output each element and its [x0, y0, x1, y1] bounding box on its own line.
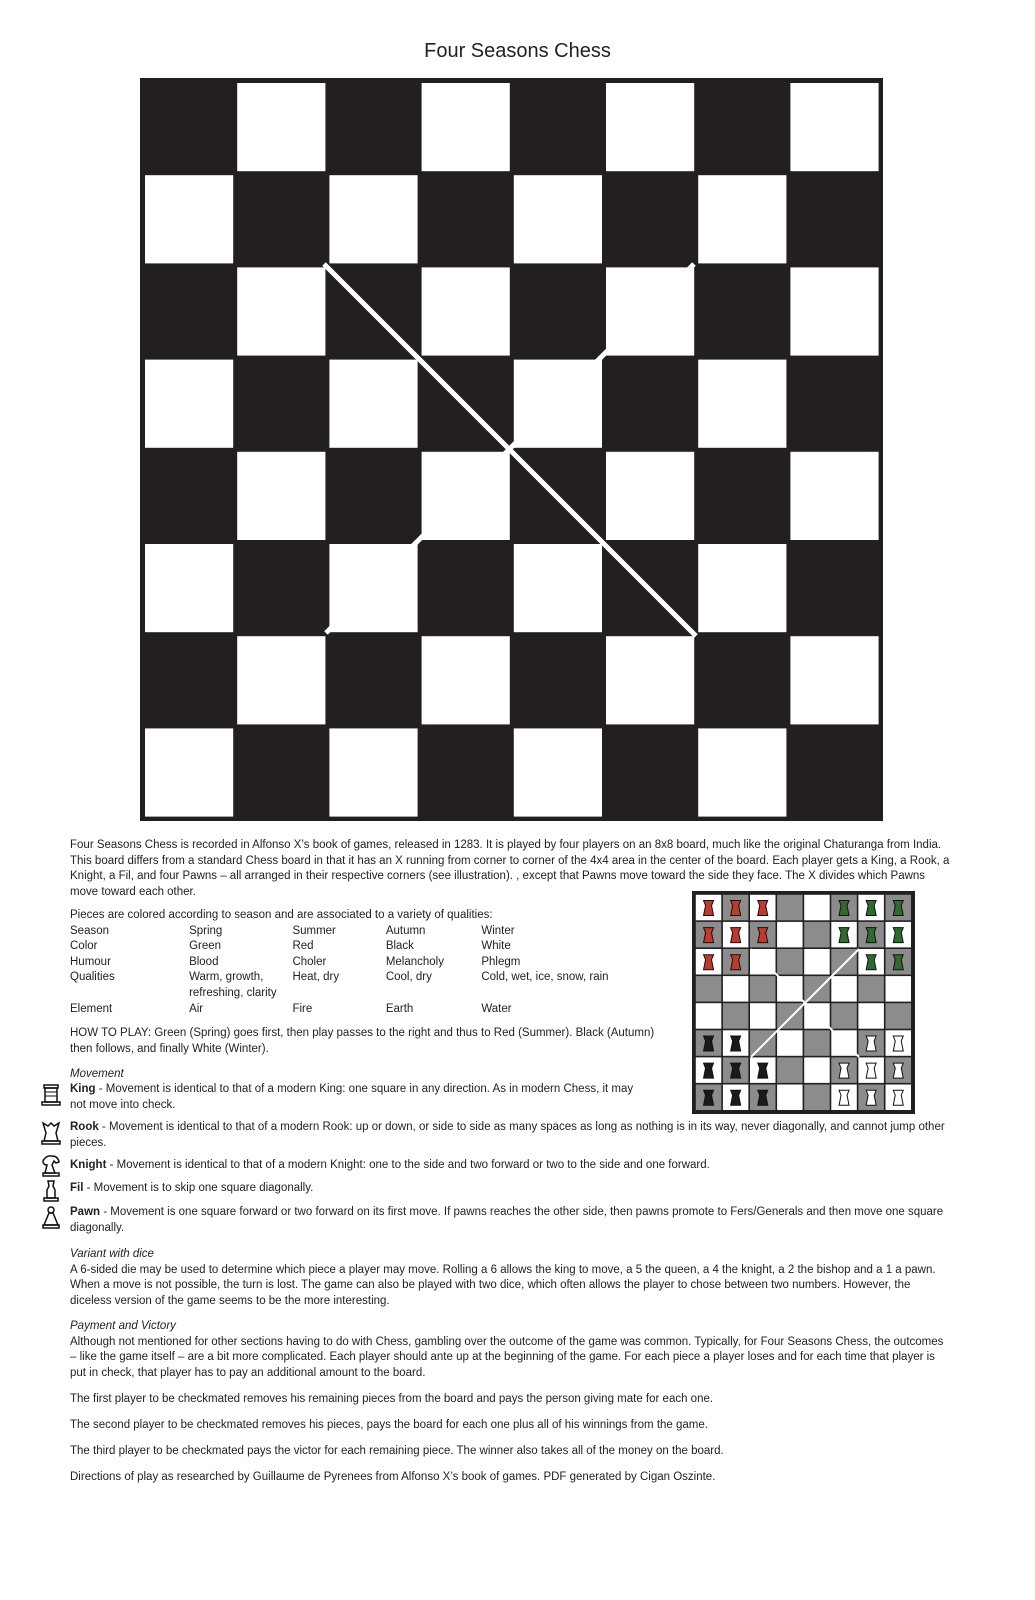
illustration-square [723, 976, 749, 1002]
illustration-piece [893, 901, 903, 916]
board-square-light [422, 83, 510, 171]
piece-description [70, 1120, 950, 1151]
illustration-square [750, 1003, 776, 1028]
illustration-square [886, 976, 912, 1002]
illustration-piece [866, 1090, 876, 1105]
illustration-piece [758, 928, 768, 943]
board-square-light [790, 636, 878, 724]
qualities-cell: Red [292, 940, 314, 953]
credits: Directions of play as researched by Guillaume de Pyrenees from Alfonso X’s book of games. PDF generated by Cigan Oszinte. [70, 1471, 716, 1483]
illustration-square [777, 1003, 803, 1028]
qualities-row [70, 939, 630, 955]
board-square-light [145, 175, 233, 263]
illustration-square [777, 949, 803, 975]
board-square-light [237, 452, 325, 540]
payment-text: Although not mentioned for other sections having to do with Chess, gambling over the outcome of the game was common. Typically, for Four Seasons Chess, the outcomes – like the game itself – are a bit more complicated. Each player should ante up at the beginning of the game. For each piece a player loses and for each time that player is put in check, that player has to pay an additional amount to the board. [70, 1335, 944, 1379]
piece-description [70, 1158, 950, 1174]
illustration-square [723, 1003, 749, 1028]
dice-heading: Variant with dice [70, 1248, 154, 1260]
first-mated: The first player to be checkmated removes his remaining pieces from the board and pays the person giving mate for each one. [70, 1393, 714, 1405]
piece-name: Fil [70, 1182, 84, 1194]
board-square-light [422, 636, 510, 724]
piece-name: Pawn [70, 1206, 101, 1218]
board-square-light [790, 452, 878, 540]
qualities-cell: Humour [70, 955, 111, 968]
qualities-row [70, 1002, 630, 1018]
qualities-cell: White [481, 940, 511, 953]
board-square-light [606, 636, 694, 724]
illustration-piece [866, 928, 876, 943]
illustration-square [696, 1003, 722, 1028]
illustration-square [750, 976, 776, 1002]
illustration-piece [758, 901, 768, 916]
board-square-light [145, 360, 233, 448]
illustration-square [777, 1085, 803, 1111]
piece-text: - Movement is identical to that of a modern King: one square in any direction. As in modern Chess, it may not move into check. [70, 1083, 634, 1111]
board-square-light [790, 267, 878, 355]
illustration-piece [893, 955, 903, 970]
rook-icon [40, 1121, 60, 1145]
illustration-piece [866, 955, 876, 970]
board-square-light [514, 728, 602, 816]
illustration-piece [839, 1090, 849, 1105]
illustration-piece [731, 1090, 741, 1105]
board-square-light [329, 360, 417, 448]
illustration-piece [704, 1090, 714, 1105]
illustration-piece [839, 1063, 849, 1078]
illustration-piece [731, 955, 741, 970]
illustration-square [804, 1030, 830, 1056]
illustration-square [777, 922, 803, 948]
illustration-piece [704, 1063, 714, 1078]
illustration-square [831, 1003, 857, 1028]
payment-heading: Payment and Victory [70, 1320, 176, 1332]
illustration-piece [704, 928, 714, 943]
knight-icon [40, 1153, 60, 1177]
king-icon [40, 1083, 60, 1107]
board-square-light [329, 728, 417, 816]
piece-text: - Movement is identical to that of a modern Rook: up or down, or side to side as many spaces as long as nothing is in its way, never diagonally, and cannot jump other pieces. [70, 1121, 945, 1149]
illustration-piece [731, 928, 741, 943]
illustration-board [692, 891, 915, 1114]
qualities-cell: Winter [481, 924, 515, 937]
piece-text: - Movement is to skip one square diagonally. [83, 1182, 314, 1194]
illustration-piece [731, 901, 741, 916]
qualities-cell: Warm, growth, refreshing, clarity [189, 971, 277, 999]
qualities-cell: Season [70, 924, 110, 937]
qualities-cell: Black [385, 940, 414, 953]
illustration-piece [758, 1090, 768, 1105]
board-square-light [145, 728, 233, 816]
qualities-cell: Air [189, 1002, 204, 1015]
illustration-square [831, 949, 857, 975]
illustration-piece [866, 901, 876, 916]
board-square-light [698, 175, 786, 263]
piece-description [70, 1181, 950, 1197]
board-square-light [514, 544, 602, 632]
board-square-light [237, 636, 325, 724]
qualities-cell: Fire [292, 1002, 313, 1015]
how-to-play: HOW TO PLAY: Green (Spring) goes first, then play passes to the right and thus to Red (Summer). Black (Autumn) then follows, and finally White (Winter). [70, 1027, 655, 1055]
dice-text: A 6-sided die may be used to determine which piece a player may move. Rolling a 6 allows the king to move, a 5 the queen, a 4 the knight, a 2 the bishop and a 1 a pawn. When a move is not possible, the turn is lost. The game can also be played with two dice, which often allows the player to chose between two numbers. However, the diceless version of the game seems to be the more interesting. [70, 1263, 936, 1307]
qualities-cell: Color [70, 940, 98, 953]
qualities-cell: Qualities [70, 971, 115, 984]
payment-section [70, 1319, 950, 1381]
board-square-light [698, 728, 786, 816]
illustration-piece [839, 901, 849, 916]
board-square-light [237, 83, 325, 171]
illustration-square [804, 1057, 830, 1083]
illustration-square [858, 1003, 884, 1028]
illustration-square [858, 976, 884, 1002]
second-mated: The second player to be checkmated removes his pieces, pays the board for each one plus all of his winnings from the game. [70, 1419, 708, 1431]
qualities-cell: Earth [385, 1002, 414, 1015]
dice-section [70, 1247, 950, 1309]
illustration-square [696, 976, 722, 1002]
illustration-square [804, 1085, 830, 1111]
illustration-square [777, 1057, 803, 1083]
qualities-cell: Spring [189, 924, 223, 937]
board-square-light [514, 175, 602, 263]
piece-description [70, 1205, 950, 1236]
qualities-cell: Melancholy [385, 955, 444, 968]
illustration-square [777, 1030, 803, 1056]
qualities-intro: Pieces are colored according to season and are associated to a variety of qualities: [70, 909, 493, 921]
illustration-piece [758, 1063, 768, 1078]
qualities-cell: Green [189, 940, 222, 953]
illustration-piece [704, 1036, 714, 1051]
qualities-cell: Summer [292, 924, 336, 937]
illustration-piece [866, 1063, 876, 1078]
qualities-row [70, 970, 630, 1001]
piece-text: - Movement is identical to that of a modern Knight: one to the side and two forward or two to the side and one forward. [106, 1159, 710, 1171]
piece-name: Knight [70, 1159, 107, 1171]
third-mated: The third player to be checkmated pays the victor for each remaining piece. The winner also takes all of the money on the board. [70, 1445, 724, 1457]
illustration-piece [893, 928, 903, 943]
qualities-cell: Cool, dry [385, 971, 432, 984]
board-square-light [698, 544, 786, 632]
qualities-cell: Element [70, 1002, 113, 1015]
qualities-cell: Autumn [385, 924, 426, 937]
qualities-section [70, 908, 630, 1017]
qualities-cell: Water [481, 1002, 512, 1015]
illustration-piece [893, 1090, 903, 1105]
illustration-piece [893, 1063, 903, 1078]
board-square-light [606, 83, 694, 171]
qualities-table [70, 924, 630, 1018]
illustration-piece [839, 928, 849, 943]
illustration-square [831, 976, 857, 1002]
illustration-piece [866, 1036, 876, 1051]
piece-text: - Movement is one square forward or two forward on its first move. If pawns reaches the other side, then pawns promote to Fers/Generals and then move one square diagonally. [70, 1206, 944, 1234]
piece-name: King [70, 1083, 96, 1095]
qualities-cell: Cold, wet, ice, snow, rain [481, 971, 609, 984]
qualities-cell: Blood [189, 955, 219, 968]
illustration-piece [731, 1036, 741, 1051]
board-square-light [237, 267, 325, 355]
qualities-cell: Heat, dry [292, 971, 340, 984]
board-square-light [698, 360, 786, 448]
illustration-square [804, 922, 830, 948]
illustration-piece [704, 901, 714, 916]
illustration-piece [704, 955, 714, 970]
pawn-icon [40, 1205, 60, 1229]
illustration-piece [893, 1036, 903, 1051]
qualities-cell: Choler [292, 955, 327, 968]
illustration-square [804, 949, 830, 975]
qualities-row [70, 955, 630, 971]
fil-icon [40, 1178, 60, 1202]
qualities-row [70, 924, 630, 940]
board-square-light [329, 175, 417, 263]
piece-description [70, 1082, 640, 1113]
qualities-cell: Phlegm [481, 955, 521, 968]
board-square-light [790, 83, 878, 171]
illustration-square [804, 976, 830, 1002]
illustration-square [750, 1030, 776, 1056]
illustration-piece [731, 1063, 741, 1078]
movement-heading: Movement [70, 1068, 124, 1080]
four-seasons-chess-board [140, 78, 883, 821]
piece-name: Rook [70, 1121, 99, 1133]
illustration-square [777, 895, 803, 921]
page-title: Four Seasons Chess [424, 40, 611, 62]
intro-paragraph: Four Seasons Chess is recorded in Alfonso X’s book of games, released in 1283. It is played by four players on an 8x8 board, much like the original Chaturanga from India. This board differs from a standard Chess board in that it has an X running from corner to corner of the 4x4 area in the center of the board. Each player gets a King, a Rook, a Knight, a Fil, and four Pawns – all arranged in their respective corners (see illustration). , except that Pawns move toward the side they face. The X divides which Pawns move toward each other. [70, 839, 950, 898]
illustration-square [804, 895, 830, 921]
board-square-light [606, 452, 694, 540]
board-square-light [422, 267, 510, 355]
board-square-light [145, 544, 233, 632]
illustration-square [886, 1003, 912, 1028]
